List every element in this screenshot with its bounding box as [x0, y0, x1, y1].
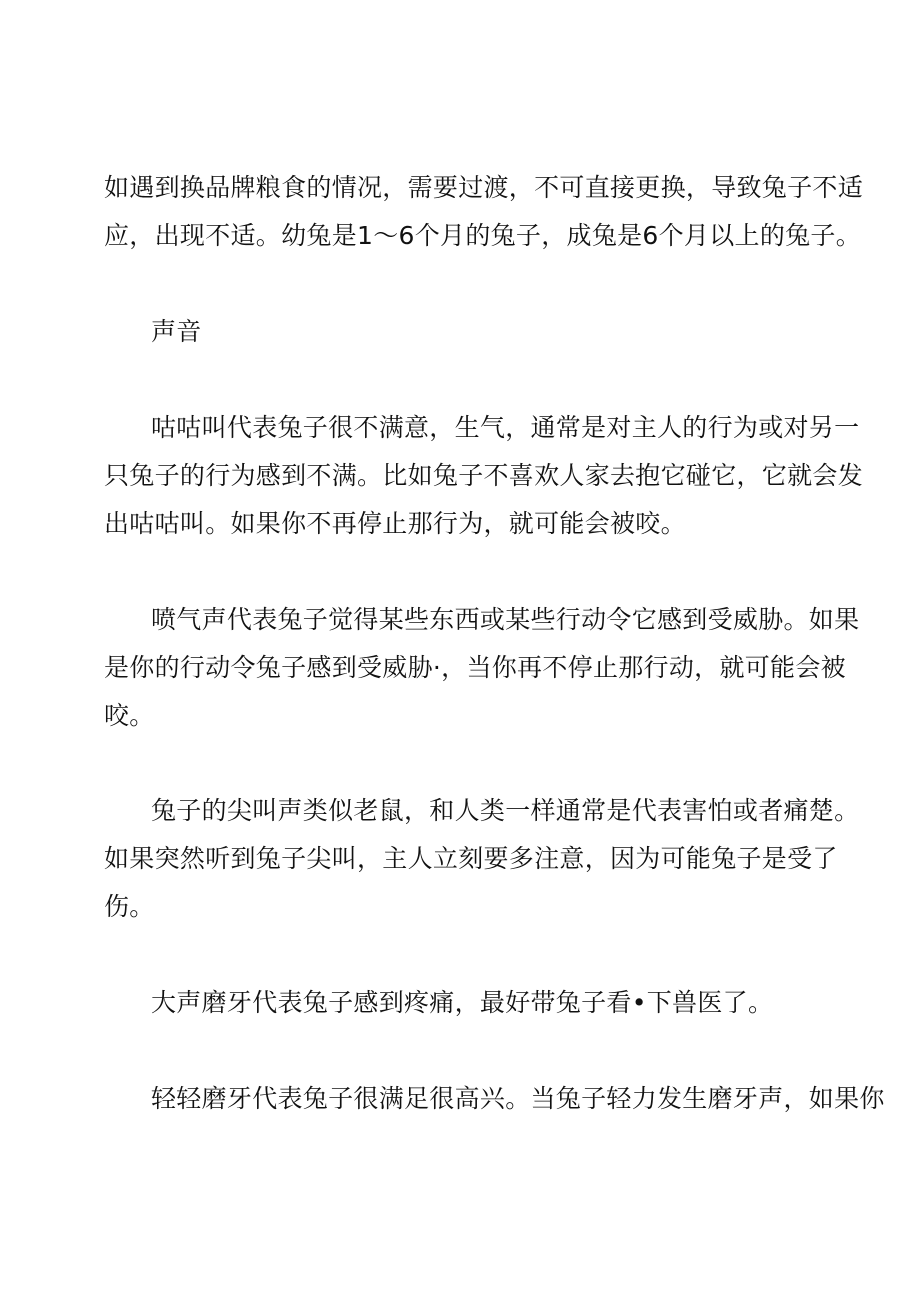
text-line: 咕咕叫代表兔子很不满意，生气，通常是对主人的行为或对另一: [151, 413, 860, 442]
section-heading: 声音: [151, 317, 202, 346]
text-line: 如遇到换品牌粮食的情况，需要过渡，不可直接更换，导致兔子不适: [104, 173, 864, 202]
text-line: 是你的行动令兔子感到受威胁·，当你再不停止那行动，就可能会被: [104, 653, 846, 682]
text-line: 咬。: [104, 701, 155, 730]
text-line: 轻轻磨牙代表兔子很满足很高兴。当兔子轻力发生磨牙声，如果你: [151, 1084, 885, 1113]
text-line: 伤。: [104, 892, 155, 921]
text-line: 喷气声代表兔子觉得某些东西或某些行动令它感到受威胁。如果: [151, 605, 860, 634]
text-line: 兔子的尖叫声类似老鼠，和人类一样通常是代表害怕或者痛楚。: [151, 796, 860, 825]
text-line: 出咕咕叫。如果你不再停止那行为，就可能会被咬。: [104, 509, 686, 538]
text-line: 应，出现不适。幼兔是1～6个月的兔子，成兔是6个月以上的兔子。: [104, 221, 862, 250]
text-line: 大声磨牙代表兔子感到疼痛，最好带兔子看•下兽医了。: [151, 988, 774, 1017]
text-line: 只兔子的行为感到不满。比如兔子不喜欢人家去抱它碰它，它就会发: [104, 461, 864, 490]
text-line: 如果突然听到兔子尖叫，主人立刻要多注意，因为可能兔子是受了: [104, 844, 838, 873]
